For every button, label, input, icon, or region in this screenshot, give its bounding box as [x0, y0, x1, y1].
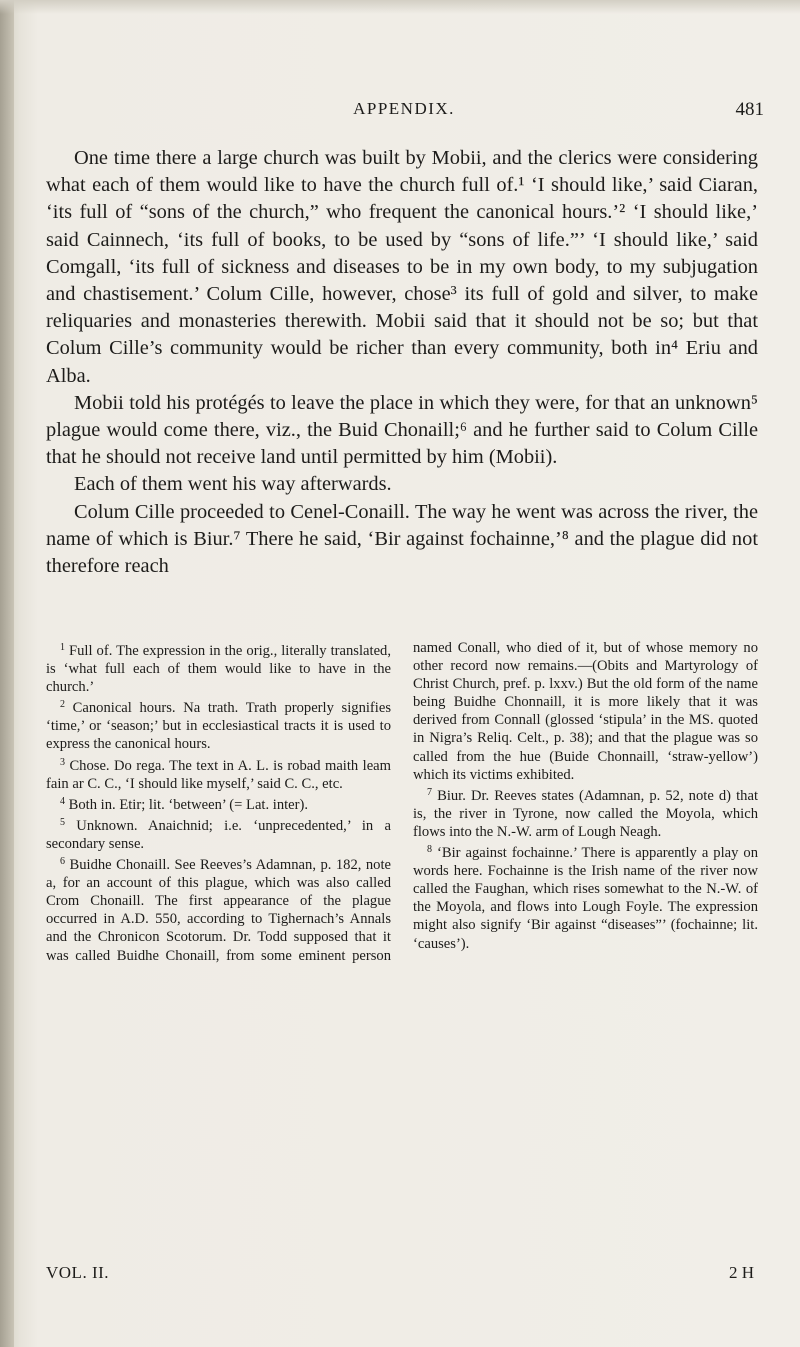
footnote: [46, 793, 391, 814]
footnote-text: Chose. Do rega. The text in A. L. is robad maith leam fain ar C. C., ‘I should like myself,’ said C. C., etc.: [46, 757, 391, 792]
footnote-number: 8: [427, 844, 432, 856]
footnote-number: 7: [427, 786, 432, 798]
paragraph: Mobii told his protégés to leave the place in which they were, for that an unknown⁵ plague would come there, viz., the Buid Chonaill;⁶ and he further said to Colum Cille that he should not receive land until permitted by him (Mobii).: [46, 391, 758, 469]
footnote-number: 3: [60, 756, 65, 768]
footnote-number: 2: [60, 699, 65, 711]
page-header: [44, 99, 764, 127]
paragraph: Colum Cille proceeded to Cenel-Conaill. The way he went was across the river, the name of which is Biur.⁷ There he said, ‘Bir against fochainne,’⁸ and the plague did not therefore reach: [46, 500, 758, 578]
footnote-text: ‘Bir against fochainne.’ There is apparently a play on words here. Fochainne is the Irish name of the river now called the Faughan, which rises somewhat to the N.-W. of the Moyola, and flows into Lough Foyle. The expression might also signify ‘Bir against “diseases”’ (fochainne; lit. ‘causes’).: [413, 845, 758, 952]
footnote-text: Full of. The expression in the orig., literally translated, is ‘what full each of them would like to have in the church.’: [46, 643, 391, 696]
page-top-shadow: [0, 0, 800, 14]
footnote-text: Canonical hours. Na trath. Trath properly signifies ‘time,’ or ‘season;’ but in ecclesiastical tracts it is used to express the canonical hours.: [46, 700, 392, 753]
signature-mark: 2 H: [728, 1263, 754, 1282]
page-number: 481: [735, 99, 764, 120]
footnote-number: 1: [60, 642, 65, 653]
footnotes: [46, 639, 758, 965]
footnote: [413, 784, 758, 841]
footnote-text: Biur. Dr. Reeves states (Adamnan, p. 52, note d) that is, the river in Tyrone, now called the Moyola, which flows into the N.-W. arm of Lough Neagh.: [413, 787, 759, 840]
footnote: [46, 696, 391, 753]
page-footer: [46, 1263, 758, 1285]
paragraph: One time there a large church was built by Mobii, and the clerics were considering what each of them would like to have the church full of.¹ ‘I should like,’ said Ciaran, ‘its full of “sons of the church,” who frequent the canonical hours.’² ‘I should like,’ said Cainnech, ‘its full of books, to be used by “sons of life.”’ ‘I should like,’ said Comgall, ‘its full of sickness and diseases to be in my own body, to my subjugation and chastisement.’ Colum Cille, however, chose³ its full of gold and silver, to make reliquaries and monasteries therewith. Mobii said that it should not be so; but that Colum Cille’s community would be richer than every community, both in⁴ Eriu and Alba.: [46, 147, 758, 387]
footnote-number: 4: [60, 795, 65, 807]
footnote-text: Unknown. Anaichnid; i.e. ‘unprecedented,’ in a secondary sense.: [46, 817, 391, 852]
running-head: APPENDIX.: [353, 99, 455, 118]
volume-label: VOL. II.: [46, 1263, 110, 1282]
footnote-text: Both in. Etir; lit. ‘between’ (= Lat. inter).: [68, 796, 309, 813]
footnote-number: 5: [60, 816, 65, 828]
footnote-number: 6: [60, 856, 65, 868]
main-text: [46, 145, 758, 580]
footnote-text: Buidhe Chonaill. See Reeves’s Adamnan, p. 182, note a, for an account of this plague, which was also called Crom Chonaill. The first appearance of the plague occurred in A.D. 550, according to Tighernach’s Annals and the Chronicon Scotorum. Dr. Todd supposed that it was called Buidhe Chonaill, from some eminent person named Conall, who died of it, but of whose memory no other record now remains.—(Obits and Martyrology of Christ Church, pref. p. lxxv.) But the old form of the name being Buidhe Chonnaill, it is more likely that it was derived from Connall (glossed ‘stipula’ in the MS. quoted in Nigra’s Reliq. Celt., p. 38); and that the plague was so called from the hue (Buide Chonnaill, ‘straw-yellow’) which its victims exhibited.: [46, 640, 758, 964]
footnote: [413, 841, 758, 953]
footnote: [46, 639, 391, 696]
footnote: [46, 754, 391, 793]
footnote: [46, 814, 391, 853]
paragraph: Each of them went his way afterwards.: [74, 473, 392, 496]
page-binding-edge: [0, 0, 14, 1347]
